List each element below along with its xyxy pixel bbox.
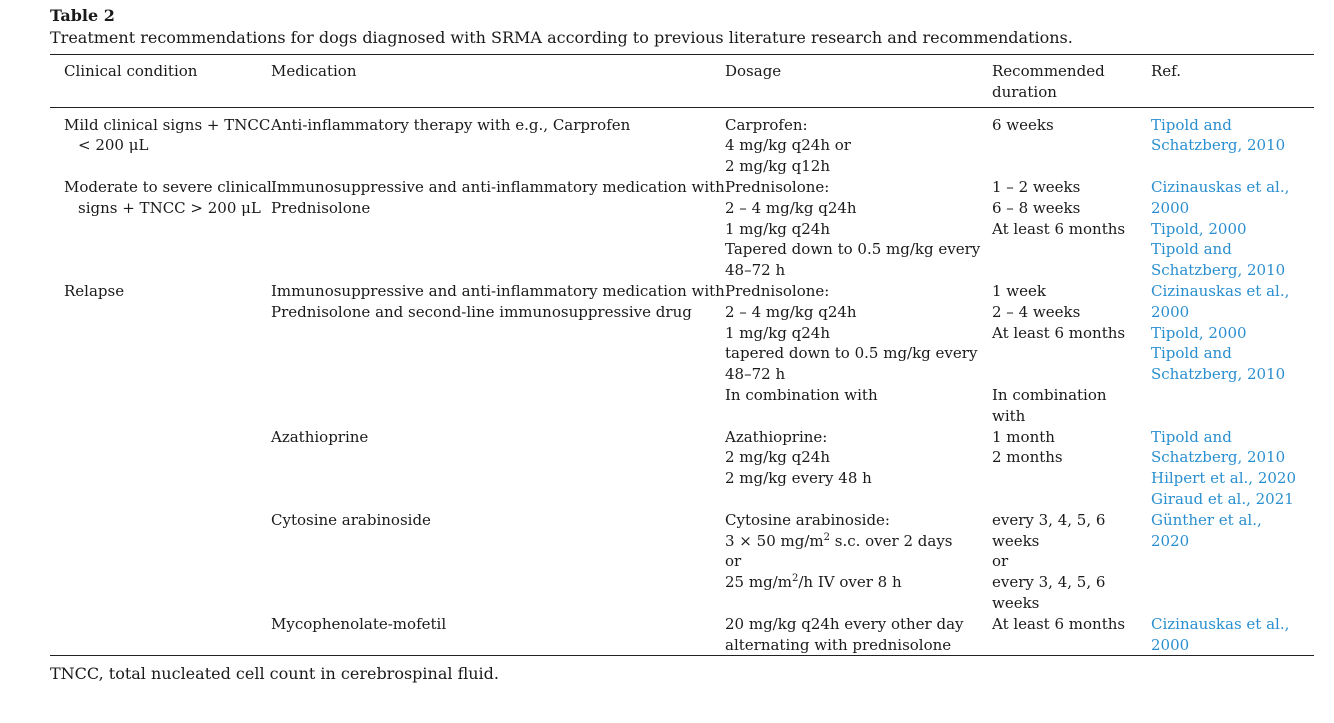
dosage-text: 3 × 50 mg/m [725, 531, 824, 550]
duration-line: with [992, 406, 1026, 425]
dosage-line: Cytosine arabinoside: [725, 510, 890, 529]
cell-medication [271, 427, 725, 510]
reference-link[interactable]: 2000 [1151, 198, 1190, 217]
dosage-line: 2 mg/kg q12h [725, 157, 830, 176]
reference-link[interactable]: Tipold, 2000 [1151, 323, 1247, 342]
dosage-line: Tapered down to 0.5 mg/kg every [725, 240, 981, 259]
reference-link[interactable]: Tipold and [1151, 427, 1232, 446]
col-header-ref: Ref. [1151, 62, 1181, 80]
reference-link[interactable]: Schatzberg, 2010 [1151, 448, 1286, 467]
duration-line: every 3, 4, 5, 6 [992, 573, 1106, 592]
cell-ref [1151, 510, 1314, 614]
duration-line [992, 364, 1151, 385]
table-row [50, 177, 1314, 281]
duration-line: or [992, 552, 1009, 571]
reference-link[interactable]: Hilpert et al., 2020 [1151, 469, 1297, 488]
dosage-line: 20 mg/kg q24h every other day [725, 614, 964, 633]
table-row [50, 510, 1314, 614]
reference-link[interactable]: 2000 [1151, 635, 1190, 654]
cell-ref [1151, 427, 1314, 510]
reference-link[interactable]: 2020 [1151, 531, 1190, 550]
reference-link[interactable]: Cizinauskas et al., [1151, 281, 1290, 300]
dosage-line: 2 mg/kg q24h [725, 448, 830, 467]
condition-line: Relapse [64, 281, 125, 300]
col-header-duration-line: Recommended [992, 62, 1105, 80]
cell-ref [1151, 281, 1314, 427]
duration-line: At least 6 months [992, 323, 1126, 342]
reference-link[interactable]: Tipold and [1151, 344, 1232, 363]
duration-line: weeks [992, 531, 1040, 550]
reference-link[interactable]: Cizinauskas et al., [1151, 177, 1290, 196]
dosage-line: 4 mg/kg q24h or [725, 136, 851, 155]
table-row [50, 614, 1314, 656]
dosage-line: Carprofen: [725, 115, 808, 134]
cell-ref [1151, 614, 1314, 656]
reference-link[interactable]: Tipold, 2000 [1151, 219, 1247, 238]
dosage-text: 25 mg/m [725, 573, 792, 592]
table-title: Table 2 [50, 6, 115, 25]
table-row [50, 281, 1314, 427]
cell-dosage [725, 614, 992, 656]
superscript: 2 [823, 531, 830, 543]
cell-condition [50, 427, 271, 510]
col-header-clinical-condition: Clinical condition [64, 62, 198, 80]
reference-link[interactable]: 2000 [1151, 302, 1190, 321]
cell-condition [50, 614, 271, 656]
cell-condition [50, 281, 271, 427]
dosage-line: Prednisolone: [725, 281, 830, 300]
medication-line: Prednisolone [271, 198, 371, 217]
dosage-line: 48–72 h [725, 261, 786, 280]
condition-line: signs + TNCC > 200 μL [78, 198, 261, 217]
condition-line: Moderate to severe clinical [64, 177, 272, 196]
cell-duration [992, 281, 1151, 427]
cell-medication [271, 107, 725, 177]
dosage-line: tapered down to 0.5 mg/kg every [725, 344, 978, 363]
reference-link[interactable]: Tipold and [1151, 240, 1232, 259]
cell-medication [271, 614, 725, 656]
cell-dosage [725, 177, 992, 281]
cell-ref [1151, 177, 1314, 281]
duration-line: In combination [992, 385, 1107, 404]
cell-dosage [725, 281, 992, 427]
duration-line: 1 week [992, 281, 1046, 300]
duration-line [992, 343, 1151, 364]
dosage-line: 48–72 h [725, 365, 786, 384]
table-header-row [50, 55, 1314, 108]
col-header-medication: Medication [271, 62, 357, 80]
table-caption: Treatment recommendations for dogs diagnosed with SRMA according to previous literature research and recommendations. [50, 28, 1073, 47]
col-header-dosage: Dosage [725, 62, 782, 80]
cell-ref [1151, 107, 1314, 177]
medication-line: Immunosuppressive and anti-inflammatory medication with [271, 177, 725, 196]
cell-condition [50, 177, 271, 281]
table-row [50, 107, 1314, 177]
cell-dosage [725, 107, 992, 177]
treatment-table [50, 54, 1314, 656]
table-footnote: TNCC, total nucleated cell count in cerebrospinal fluid. [50, 664, 499, 684]
superscript: 2 [791, 573, 799, 585]
duration-line: 2 months [992, 448, 1063, 467]
cell-medication [271, 510, 725, 614]
cell-duration [992, 614, 1151, 656]
reference-link[interactable]: Tipold and [1151, 115, 1232, 134]
reference-link[interactable]: Günther et al., [1151, 510, 1262, 529]
dosage-line: 2 – 4 mg/kg q24h [725, 198, 857, 217]
duration-line: 6 – 8 weeks [992, 198, 1081, 217]
cell-condition [50, 510, 271, 614]
medication-line: Azathioprine [271, 427, 369, 446]
duration-line: 1 – 2 weeks [992, 177, 1081, 196]
cell-duration [992, 177, 1151, 281]
dosage-line: alternating with prednisolone [725, 635, 952, 654]
reference-link[interactable]: Cizinauskas et al., [1151, 614, 1290, 633]
cell-dosage [725, 427, 992, 510]
dosage-line: or [725, 552, 742, 571]
col-header-duration-line: duration [992, 82, 1057, 101]
dosage-line: 1 mg/kg q24h [725, 323, 830, 342]
dosage-line: 1 mg/kg q24h [725, 219, 830, 238]
cell-duration [992, 107, 1151, 177]
cell-duration [992, 427, 1151, 510]
cell-medication [271, 177, 725, 281]
dosage-line: Prednisolone: [725, 177, 830, 196]
condition-line: Mild clinical signs + TNCC [64, 115, 271, 134]
dosage-line [725, 572, 992, 593]
medication-line: Anti-inflammatory therapy with e.g., Carprofen [271, 115, 631, 134]
dosage-text: s.c. over 2 days [829, 531, 953, 550]
dosage-line: In combination with [725, 385, 878, 404]
cell-medication [271, 281, 725, 427]
dosage-line: 2 – 4 mg/kg q24h [725, 302, 857, 321]
cell-condition [50, 107, 271, 177]
table-row [50, 427, 1314, 510]
medication-line: Mycophenolate-mofetil [271, 614, 447, 633]
reference-link[interactable]: Schatzberg, 2010 [1151, 261, 1286, 280]
reference-link[interactable]: Schatzberg, 2010 [1151, 136, 1286, 155]
duration-line: 2 – 4 weeks [992, 302, 1081, 321]
duration-line: every 3, 4, 5, 6 [992, 510, 1106, 529]
duration-line: At least 6 months [992, 614, 1126, 633]
dosage-text: /h IV over 8 h [798, 573, 902, 592]
medication-line: Cytosine arabinoside [271, 510, 431, 529]
medication-line: Immunosuppressive and anti-inflammatory medication with [271, 281, 725, 300]
dosage-line: Azathioprine: [725, 427, 828, 446]
dosage-line [725, 531, 992, 552]
reference-link[interactable]: Schatzberg, 2010 [1151, 365, 1286, 384]
duration-line: At least 6 months [992, 219, 1126, 238]
cell-duration [992, 510, 1151, 614]
duration-line: weeks [992, 593, 1040, 612]
duration-line: 1 month [992, 427, 1055, 446]
table-figure [50, 6, 1314, 702]
condition-line: < 200 μL [78, 136, 149, 155]
dosage-line: 2 mg/kg every 48 h [725, 469, 872, 488]
col-header-recommended-duration [992, 55, 1151, 108]
duration-line: 6 weeks [992, 115, 1054, 134]
medication-line: Prednisolone and second-line immunosuppressive drug [271, 302, 692, 321]
cell-dosage [725, 510, 992, 614]
reference-link[interactable]: Giraud et al., 2021 [1151, 489, 1294, 508]
